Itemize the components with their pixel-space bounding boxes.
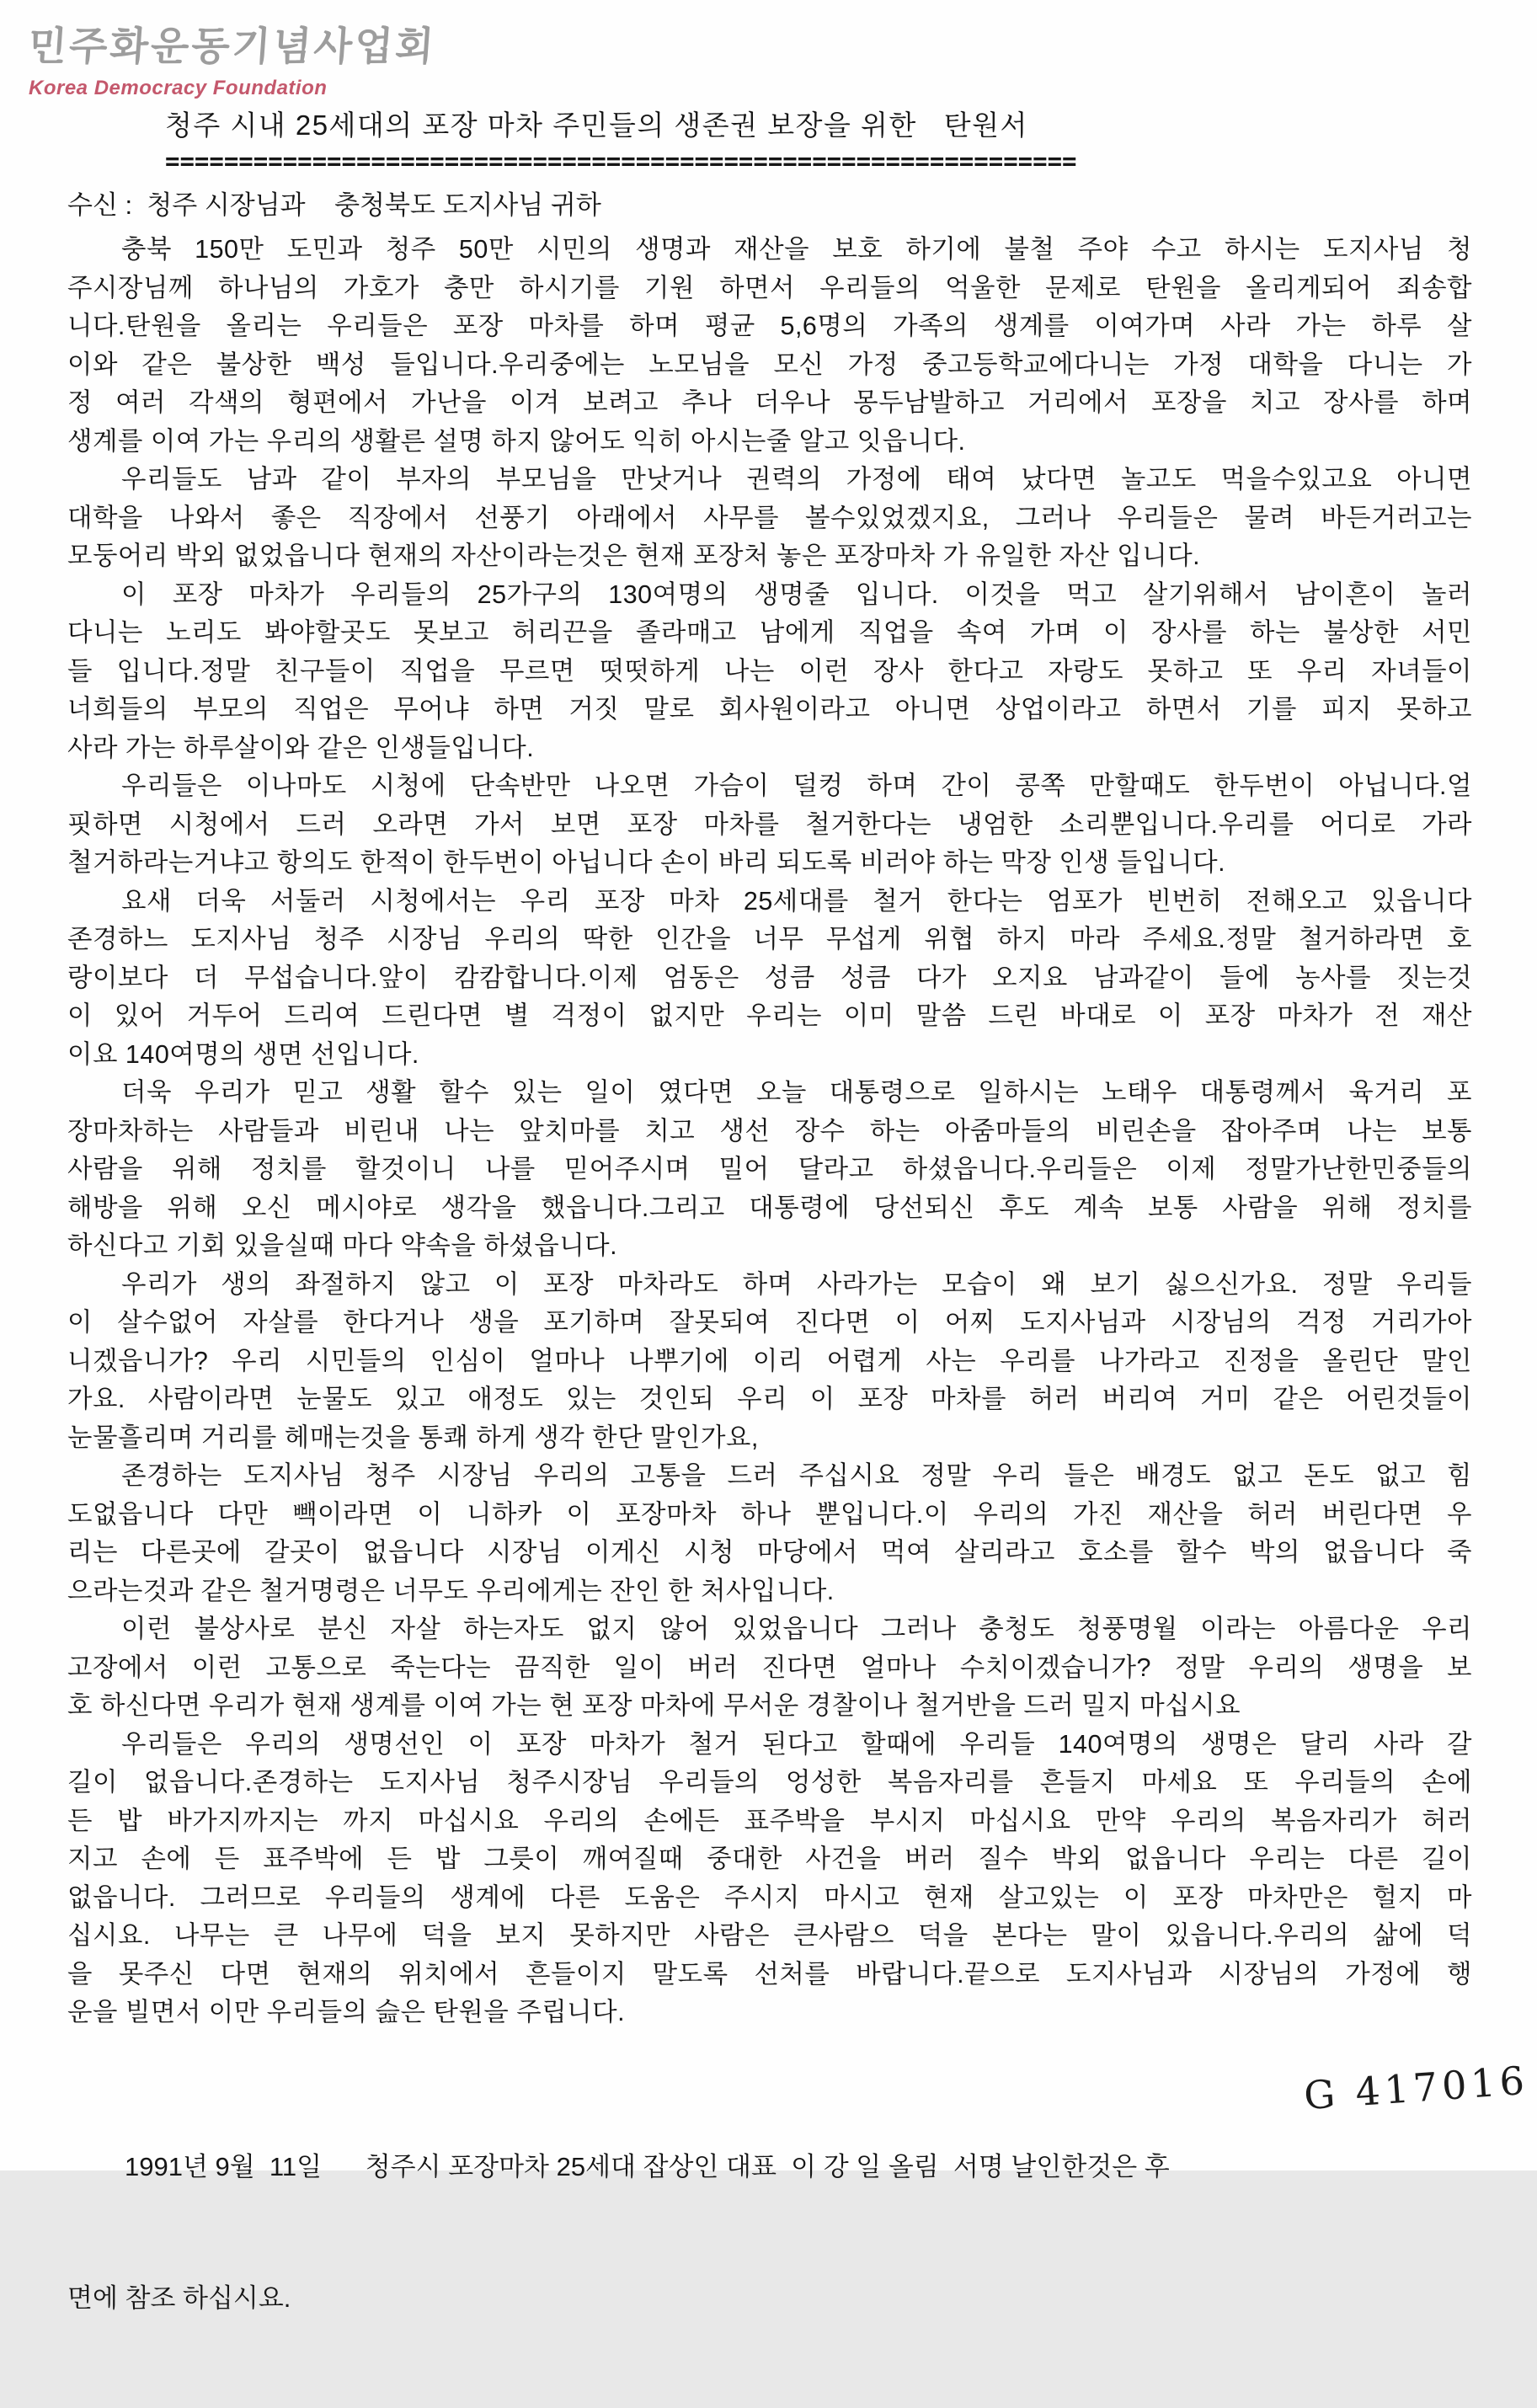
- document-content: [67, 108, 1472, 2408]
- body-line: 니겠읍니가? 우리 시민들의 인심이 얼마나 나뿌기에 이리 어렵게 사는 우리를 나가라고 진정을 올린단 말인: [67, 1346, 1472, 1375]
- body-line: 이 있어 거두어 드리여 드린다면 별 걱정이 없지만 우리는 이미 말씀 드린 바대로 이 포장 마차가 전 재산: [67, 1001, 1472, 1030]
- body-line: 우리들은 우리의 생명선인 이 포장 마차가 철거 된다고 할때에 우리들 140여명의 생명은 달리 사라 갈: [121, 1729, 1472, 1759]
- logo-korean-calligraphy: 민주화운동기념사업회: [26, 24, 438, 70]
- body-line: 모둥어리 박외 없었읍니다 현재의 자산이라는것은 현재 포장처 놓은 포장마차 가 유일한 자산 입니다.: [67, 542, 1201, 570]
- footer-date-signature-line: 1991년 9월 11일 청주시 포장마차 25세대 잡상인 대표 이 강 일 올림 서명 날인한것은 후: [125, 2151, 1170, 2181]
- body-line: 우리들도 남과 같이 부자의 부모님을 만낫거나 권력의 가정에 태여 났다면 놀고도 먹을수있고요 아니면: [121, 465, 1472, 494]
- body-line: 해방을 위해 오신 메시야로 생각을 했읍니다.그리고 대통령에 당선되신 후도 계속 보통 사람을 위해 정치를: [67, 1193, 1472, 1222]
- body-line: 도없읍니다 다만 빽이라면 이 니하카 이 포장마차 하나 뿐입니다.이 우리의 가진 재산을 허러 버린다면 우: [67, 1499, 1472, 1529]
- body-line: 대학을 나와서 좋은 직장에서 선풍기 아래에서 사무를 볼수있었겠지요, 그러나 우리들은 물려 바든거러고는: [67, 503, 1472, 532]
- footer-note-line: 면에 참조 하십시요.: [67, 2283, 291, 2313]
- body-line: 사라 가는 하루살이와 같은 인생들입니다.: [67, 733, 535, 762]
- handwritten-registry-mark: G 417016: [1302, 2057, 1530, 2119]
- recipient-line: 수신 : 청주 시장님과 충청북도 도지사님 귀하: [67, 190, 601, 220]
- body-line: 랑이보다 더 무섭습니다.앞이 캄캄합니다.이제 엄동은 성큼 성큼 다가 오지요 남과같이 들에 농사를 짓는것: [67, 963, 1472, 992]
- body-line: 우리가 생의 좌절하지 않고 이 포장 마차라도 하며 사라가는 모습이 왜 보기 싫으신가요. 정말 우리들: [121, 1269, 1472, 1299]
- body-line: 이와 같은 불상한 백성 들입니다.우리중에는 노모님을 모신 가정 중고등학교에다니는 가정 대학을 다니는 가: [67, 350, 1472, 379]
- document-footer: [67, 2058, 1472, 2408]
- body-line: 운을 빌면서 이만 우리들의 슲은 탄원을 주립니다.: [67, 1998, 626, 2026]
- body-line: 이 포장 마차가 우리들의 25가구의 130여명의 생명줄 입니다. 이것을 먹고 살기위해서 남이흔이 놀러: [121, 579, 1472, 609]
- korea-democracy-foundation-logo: [26, 15, 438, 100]
- body-line: 길이 없읍니다.존경하는 도지사님 청주시장님 우리들의 엉성한 복음자리를 흔들지 마세요 또 우리들의 손에: [67, 1768, 1472, 1797]
- document-title: 청주 시내 25세대의 포장 마차 주민들의 생존권 보장을 위한 탄원서: [165, 109, 1028, 141]
- body-line: 지고 손에 든 표주박에 든 밥 그릇이 깨여질때 중대한 사건을 버러 질수 박외 없읍니다 우리는 다른 길이: [67, 1845, 1472, 1873]
- body-line: 을 못주신 다면 현재의 위치에서 흔들이지 말도록 선처를 바랍니다.끝으로 도지사님과 시장님의 가정에 행: [67, 1959, 1472, 1989]
- body-line: 고장에서 이런 고통으로 죽는다는 끔직한 일이 버러 진다면 얼마나 수치이겠습니가? 정말 우리의 생명을 보: [67, 1652, 1472, 1682]
- body-line: 장마차하는 사람들과 비린내 나는 앞치마를 치고 생선 장수 하는 아줌마들의 비린손을 잡아주며 나는 보통: [67, 1116, 1472, 1145]
- body-line: 니다.탄원을 올리는 우리들은 포장 마차를 하며 평균 5,6명의 가족의 생계를 이여가며 사라 가는 하루 살: [67, 312, 1472, 340]
- body-line: 정 여러 각색의 형편에서 가난을 이겨 보려고 추나 더우나 몽두남발하고 거리에서 포장을 치고 장사를 하며: [67, 388, 1472, 417]
- body-line: 더욱 우리가 믿고 생활 할수 있는 일이 였다면 오늘 대통령으로 일하시는 노태우 대통령께서 육거리 포: [121, 1078, 1472, 1107]
- body-line: 우리들은 이나마도 시청에 단속반만 나오면 가슴이 덜컹 하며 간이 콩쪽 만할때도 한두번이 아닙니다.얼: [121, 772, 1472, 800]
- body-line: 하신다고 기회 있을실때 마다 약속을 하셨읍니다.: [67, 1231, 618, 1260]
- body-line: 리는 다른곳에 갈곳이 없읍니다 시장님 이게신 시청 마당에서 먹여 살리라고 호소를 할수 박의 없읍니다 죽: [67, 1538, 1472, 1567]
- body-line: 들 입니다.정말 친구들이 직업을 무르면 떳떳하게 나는 이런 장사 한다고 자랑도 못하고 또 우리 자녀들이: [67, 656, 1472, 686]
- body-line: 든 밥 바가지까지는 까지 마십시요 우리의 손에든 표주박을 부시지 마십시요 만약 우리의 복음자리가 허러: [67, 1806, 1472, 1835]
- body-line: 없읍니다. 그러므로 우리들의 생계에 다른 도움은 주시지 마시고 현재 살고있는 이 포장 마차만은 헐지 마: [67, 1882, 1472, 1912]
- body-line: 이요 140여명의 생면 선입니다.: [67, 1039, 419, 1069]
- body-line: 다니는 노리도 봐야할곳도 못보고 허리끈을 졸라매고 남에게 직업을 속여 가며 이 장사를 하는 불상한 서민: [67, 618, 1472, 647]
- body-line: 철거하라는거냐고 항의도 한적이 한두번이 아닙니다 손이 바리 되도록 비러야 하는 막장 인생 들입니다.: [67, 848, 1226, 877]
- body-line: 존경하는 도지사님 청주 시장님 우리의 고통을 드러 주십시요 정말 우리 들은 배경도 없고 돈도 없고 힘: [121, 1461, 1472, 1490]
- body-line: 으라는것과 같은 철거명령은 너무도 우리에게는 잔인 한 처사입니다.: [67, 1576, 835, 1605]
- body-line: 가요. 사람이라면 눈물도 있고 애정도 있는 것인되 우리 이 포장 마차를 허러 버리여 거미 같은 어린것들이: [67, 1385, 1472, 1413]
- body-line: 주시장님께 하나님의 가호가 충만 하시기를 기원 하면서 우리들의 억울한 문제로 탄원을 올리게되어 죄송합: [67, 273, 1472, 302]
- body-line: 생계를 이여 가는 우리의 생활른 설명 하지 않어도 익히 아시는줄 알고 잇읍니다.: [67, 426, 966, 456]
- logo-english-text: Korea Democracy Foundation: [29, 77, 328, 99]
- body-line: 이런 불상사로 분신 자살 하는자도 없지 않어 있었읍니다 그러나 충청도 청풍명월 이라는 아름다운 우리: [121, 1615, 1472, 1643]
- body-line: 너희들의 부모의 직업은 무어냐 하면 거짓 말로 회사원이라고 아니면 상업이라고 하면서 기를 피지 못하고: [67, 695, 1472, 723]
- body-line: 핏하면 시청에서 드러 오라면 가서 보면 포장 마차를 철거한다는 냉엄한 소리뿐입니다.우리를 어디로 가라: [67, 809, 1472, 839]
- body-line: 사람을 위해 정치를 할것이니 나를 믿어주시며 밀어 달라고 하셨읍니다.우리들은 이제 정말가난한민중들의: [67, 1155, 1472, 1183]
- body-line: 십시요. 나무는 큰 나무에 덕을 보지 못하지만 사람은 큰사람으 덕을 본다는 말이 있읍니다.우리의 삶에 덕: [67, 1921, 1472, 1950]
- document-body: [67, 231, 1472, 2032]
- body-line: 충북 150만 도민과 청주 50만 시민의 생명과 재산을 보호 하기에 불철 주야 수고 하시는 도지사님 청: [121, 235, 1472, 264]
- body-line: 호 하신다면 우리가 현재 생계를 이여 가는 현 포장 마차에 무서운 경찰이나 철거반을 드러 밀지 마십시요: [67, 1691, 1241, 1720]
- body-line: 눈물흘리며 거리를 헤매는것을 통쾌 하게 생각 한단 말인가요,: [67, 1423, 759, 1452]
- body-line: 이 살수없어 자살를 한다거나 생을 포기하며 잘못되여 진다면 이 어찌 도지사님과 시장님의 걱정 거리가아: [67, 1308, 1472, 1337]
- body-line: 존경하느 도지사님 청주 시장님 우리의 딱한 인간을 너무 무섭게 위협 하지 마라 주세요.정말 철거하라면 호: [67, 925, 1472, 953]
- title-divider: ==============================================================: [165, 147, 1077, 175]
- body-line: 요새 더욱 서둘러 시청에서는 우리 포장 마차 25세대를 철거 한다는 엄포가 빈번히 전해오고 있읍니다: [121, 886, 1472, 916]
